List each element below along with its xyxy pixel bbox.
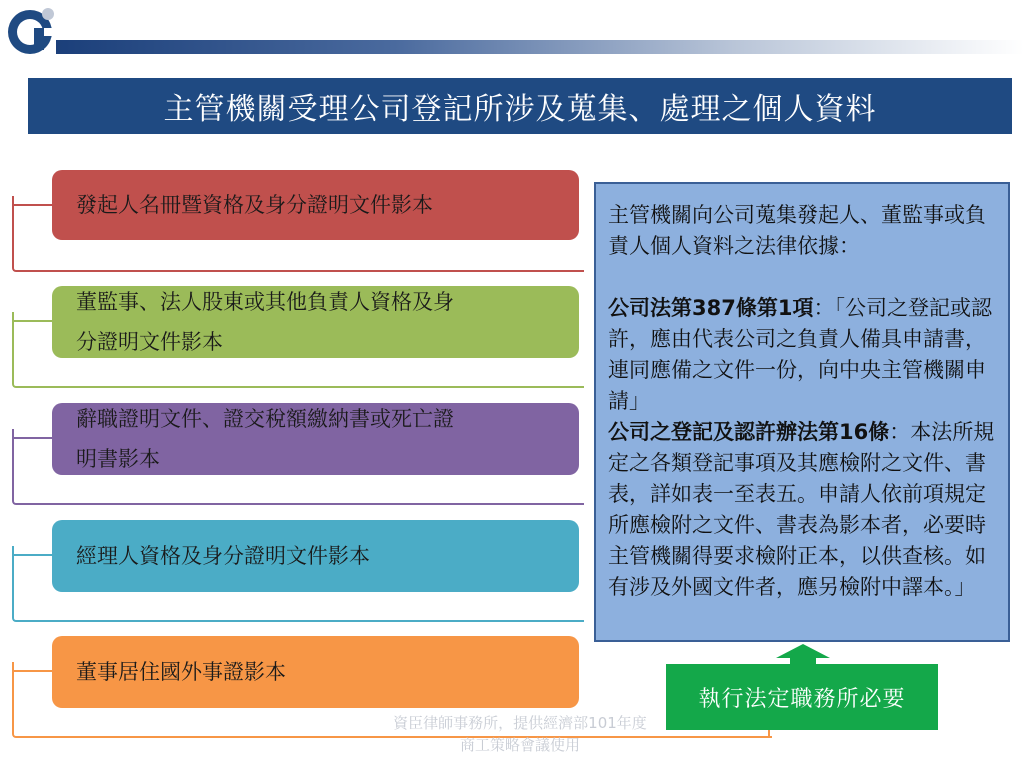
law-2-text: ：本法所規定之各類登記事項及其應檢附之文件、書表，詳如表一至表五。申請人依前項規定所應檢附之文件、書表為影本者，必要時主管機關得要求檢附正本，以供查核。如有涉及外國文件者，應另檢附中譯本。」 bbox=[608, 420, 995, 599]
list-item-2-line2: 分證明文件影本 bbox=[76, 330, 223, 354]
item-connector-3-top bbox=[12, 437, 52, 439]
list-item-5-line1: 董事居住國外事證影本 bbox=[76, 660, 286, 684]
list-item-2 bbox=[52, 286, 579, 358]
conclusion-box: 執行法定職務所必要 bbox=[666, 664, 938, 730]
list-item-1 bbox=[52, 170, 579, 240]
item-connector-2-top bbox=[12, 320, 52, 322]
list-item-5 bbox=[52, 636, 579, 708]
list-item-2-line1: 董監事、法人股東或其他負責人資格及身 bbox=[76, 290, 454, 314]
item-connector-5-top bbox=[12, 670, 52, 672]
list-item-3 bbox=[52, 403, 579, 475]
legal-basis-intro: 主管機關向公司蒐集發起人、董監事或負責人個人資料之法律依據： bbox=[608, 203, 986, 258]
item-connector-1-top bbox=[12, 204, 52, 206]
header-gradient-bar bbox=[56, 40, 1024, 54]
footer-line1: 資臣律師事務所，提供經濟部101年度 bbox=[393, 714, 647, 732]
footer-note bbox=[360, 712, 680, 756]
page-title: 主管機關受理公司登記所涉及蒐集、處理之個人資料 bbox=[28, 78, 1012, 134]
list-item-3-line2: 明書影本 bbox=[76, 447, 160, 471]
law-1 bbox=[608, 293, 998, 417]
law-2-title: 公司之登記及認許辦法第16條 bbox=[608, 420, 890, 444]
law-1-text: ：「公司之登記或認許，應由代表公司之負責人備具申請書，連同應備之文件一份，向中央主管機關申請」 bbox=[608, 296, 992, 413]
legal-basis-box bbox=[594, 182, 1010, 642]
law-1-title: 公司法第387條第1項 bbox=[608, 296, 814, 320]
list-item-4 bbox=[52, 520, 579, 592]
item-connector-4-top bbox=[12, 554, 52, 556]
list-item-1-line1: 發起人名冊暨資格及身分證明文件影本 bbox=[76, 193, 433, 217]
footer-line2: 商工策略會議使用 bbox=[459, 736, 580, 754]
company-logo bbox=[4, 2, 64, 58]
list-item-4-line1: 經理人資格及身分證明文件影本 bbox=[76, 544, 370, 568]
law-2 bbox=[608, 417, 998, 603]
list-item-3-line1: 辭職證明文件、證交稅額繳納書或死亡證 bbox=[76, 407, 454, 431]
